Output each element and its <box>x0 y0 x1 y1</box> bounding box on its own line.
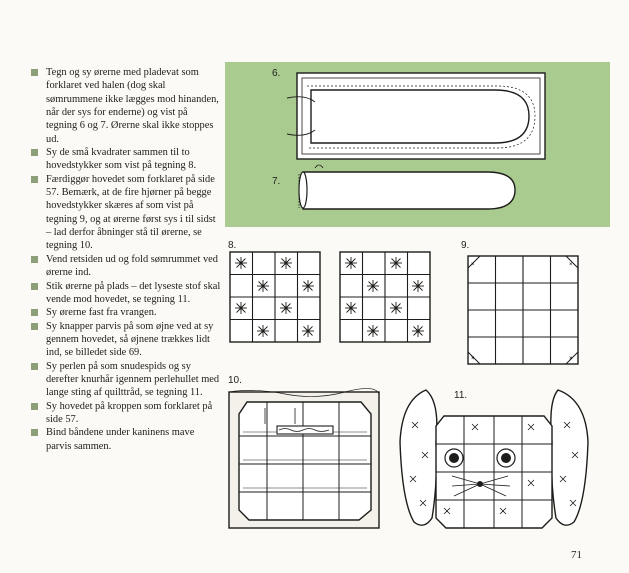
figure-10-svg <box>225 372 385 532</box>
figure-11-label: 11. <box>454 390 468 401</box>
svg-text:×: × <box>471 262 475 268</box>
instruction-item: Færdiggør hovedet som forklaret på side 57. Bemærk, at de fire hjørner på begge hovedstykker skæres af som vist på tegning 9, og at ørerne først sys i til sidst – lad derfor åbninger stå til ørerne, se tegning 10. <box>31 173 221 253</box>
square-bullet-icon <box>31 256 38 263</box>
ear-figures-panel <box>225 62 610 227</box>
instruction-item: Sy hovedet på kroppen som forklaret på side 57. <box>31 400 221 427</box>
square-bullet-icon <box>31 363 38 370</box>
instruction-item: Sy de små kvadrater sammen til to hovedstykker som vist på tegning 8. <box>31 146 221 173</box>
instruction-item: Sy knapper parvis på som øjne ved at sy gennem hovedet, så øjnene trækkes lidt ind, se billedet side 69. <box>31 320 221 360</box>
square-bullet-icon <box>31 323 38 330</box>
instruction-item: Tegn og sy ørerne med pladevat som forklaret ved halen (dog skal sømrummene ikke lægges mod hinanden, når der sys for enderne) og vist på tegning 6 og 7. Ørerne skal ikke stoppes ud. <box>31 66 221 146</box>
svg-text:×: × <box>471 356 475 362</box>
figure-8-label: 8. <box>228 240 237 251</box>
instruction-item: Stik ørerne på plads – det lyseste stof skal vende mod hovedet, se tegning 11. <box>31 280 221 307</box>
figure-8-svg <box>225 238 435 348</box>
square-bullet-icon <box>31 429 38 436</box>
figure-9-svg <box>458 238 593 368</box>
figure-7-label: 7. <box>272 176 281 187</box>
instruction-list <box>31 66 221 453</box>
square-bullet-icon <box>31 176 38 183</box>
figure-8 <box>225 238 435 348</box>
svg-text:×: × <box>569 262 573 268</box>
instruction-item: Vend retsiden ud og fold sømrummet ved ørerne ind. <box>31 253 221 280</box>
square-bullet-icon <box>31 309 38 316</box>
instruction-item: Sy perlen på som snudespids og sy derefter knurhår igennem perlehullet med lange sting af quilttråd, se tegning 11. <box>31 360 221 400</box>
square-bullet-icon <box>31 403 38 410</box>
figure-6-label: 6. <box>272 68 281 79</box>
square-bullet-icon <box>31 283 38 290</box>
figure-11 <box>388 372 608 542</box>
instruction-column <box>31 66 221 453</box>
square-bullet-icon <box>31 69 38 76</box>
svg-text:×: × <box>569 356 573 362</box>
figure-10 <box>225 372 385 532</box>
ear-drawing-svg <box>225 62 610 227</box>
figure-9-label: 9. <box>461 240 470 251</box>
square-bullet-icon <box>31 149 38 156</box>
figure-9 <box>458 238 593 368</box>
instruction-item: Bind båndene under kaninens mave parvis sammen. <box>31 426 221 453</box>
instruction-item: Sy ørerne fast fra vrangen. <box>31 306 221 319</box>
figure-11-svg <box>388 372 608 542</box>
page-number: 71 <box>571 549 582 561</box>
figure-10-label: 10. <box>228 375 242 386</box>
